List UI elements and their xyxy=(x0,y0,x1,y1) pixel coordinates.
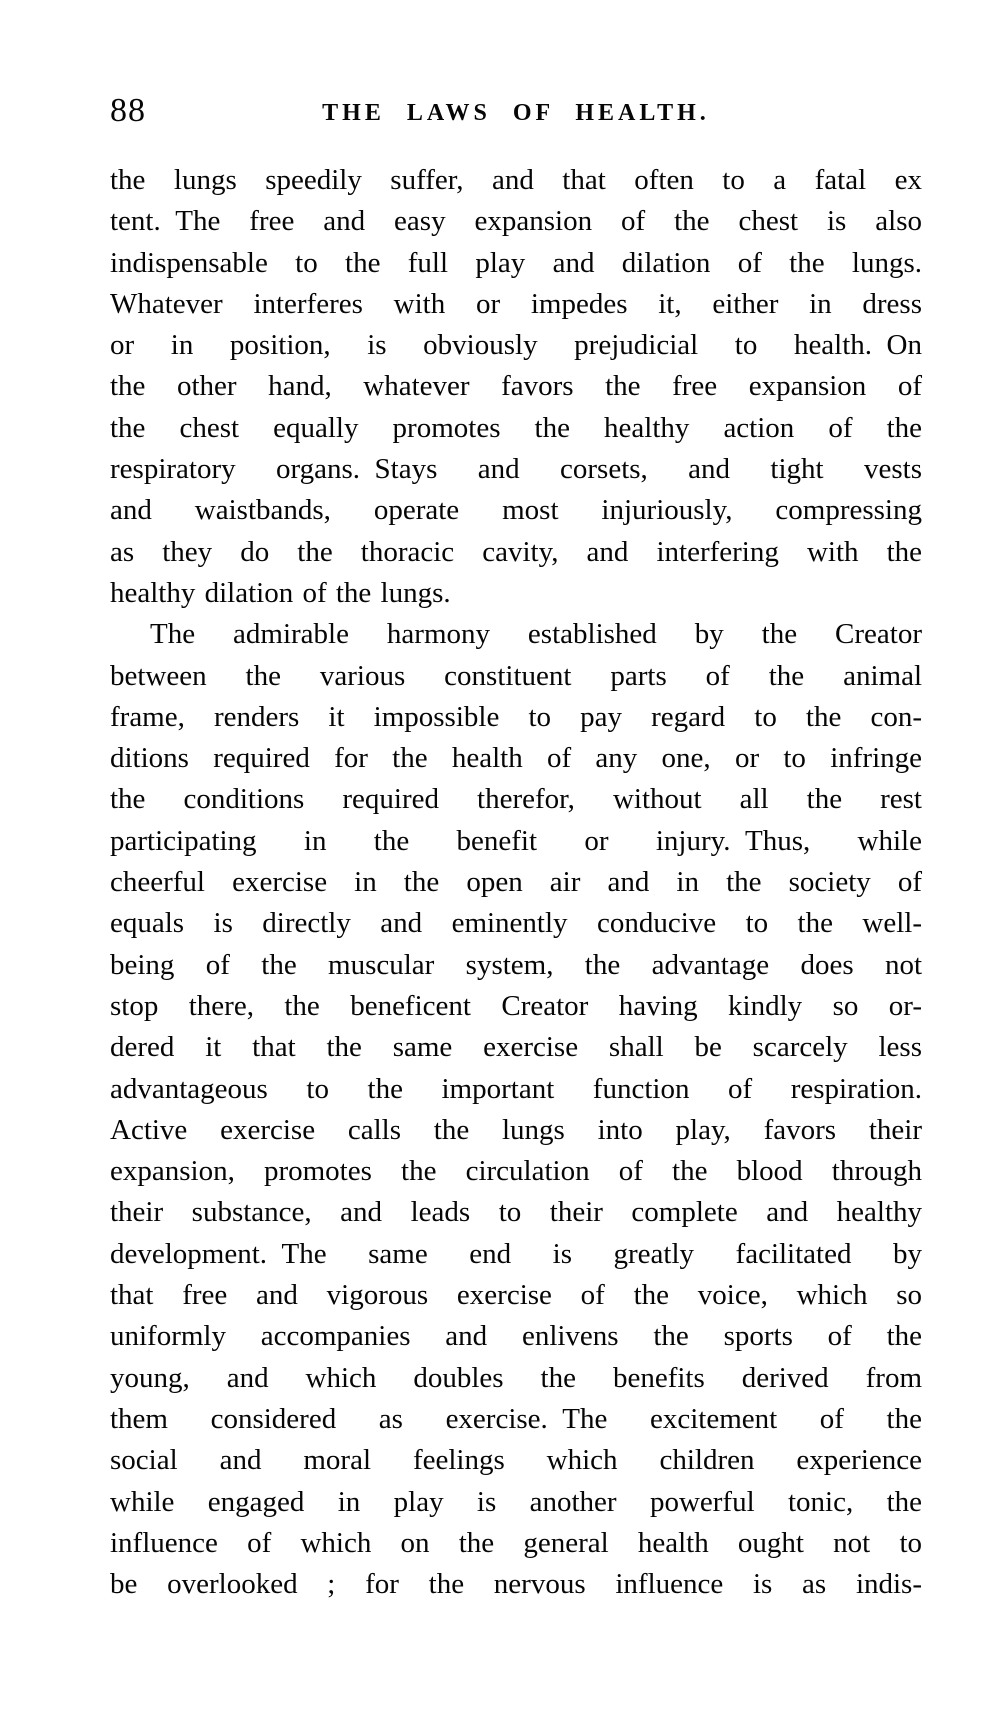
text-line: healthy dilation of the lungs. xyxy=(110,576,451,609)
text-line: Active exercise calls the lungs into play, favors their xyxy=(110,1113,922,1146)
text-line: expansion, promotes the circulation of the blood through xyxy=(110,1155,922,1188)
text-line: influence of which on the general health ought not to xyxy=(110,1526,922,1559)
text-line: that free and vigorous exercise of the voice, which so xyxy=(110,1279,922,1312)
page-header xyxy=(110,92,922,134)
text-line: the conditions required therefor, without all the rest xyxy=(110,783,922,816)
paragraph xyxy=(110,614,922,1605)
text-line: as they do the thoracic cavity, and interfering with the xyxy=(110,535,922,568)
text-line: The admirable harmony established by the Creator xyxy=(150,618,922,651)
text-line: them considered as exercise. The excitement of the xyxy=(110,1402,922,1435)
text-line: frame, renders it impossible to pay regard to the con- xyxy=(110,700,922,733)
text-line: young, and which doubles the benefits derived from xyxy=(110,1361,922,1394)
text-line: between the various constituent parts of the animal xyxy=(110,659,922,692)
text-line: be overlooked ; for the nervous influence is as indis- xyxy=(110,1568,922,1601)
text-line: being of the muscular system, the advantage does not xyxy=(110,948,922,981)
text-line: while engaged in play is another powerful tonic, the xyxy=(110,1485,922,1518)
text-line: the lungs speedily suffer, and that often to a fatal ex xyxy=(110,164,922,196)
text-line: and waistbands, operate most injuriously, compressing xyxy=(110,494,922,527)
text-line: the other hand, whatever favors the free expansion of xyxy=(110,370,922,403)
text-line: tent. The free and easy expansion of the chest is also xyxy=(110,205,922,238)
text-line: ditions required for the health of any one, or to infringe xyxy=(110,742,922,775)
text-line: or in position, is obviously prejudicial to health. On xyxy=(110,329,922,362)
paragraph xyxy=(110,160,922,614)
text-line: the chest equally promotes the healthy action of the xyxy=(110,411,922,444)
text-line: advantageous to the important function of respiration. xyxy=(110,1072,922,1105)
text-line: participating in the benefit or injury. Thus, while xyxy=(110,824,922,857)
text-line: equals is directly and eminently conducive to the well- xyxy=(110,907,922,940)
page-body xyxy=(110,160,922,1605)
text-line: their substance, and leads to their complete and healthy xyxy=(110,1196,922,1229)
text-line: indispensable to the full play and dilation of the lungs. xyxy=(110,246,922,279)
text-line: Whatever interferes with or impedes it, either in dress xyxy=(110,287,922,320)
text-line: social and moral feelings which children experience xyxy=(110,1444,922,1477)
text-line: respiratory organs. Stays and corsets, and tight vests xyxy=(110,453,922,486)
text-line: uniformly accompanies and enlivens the sports of the xyxy=(110,1320,922,1353)
text-line: dered it that the same exercise shall be scarcely less xyxy=(110,1031,922,1064)
running-title: THE LAWS OF HEALTH. xyxy=(322,100,710,126)
text-line: cheerful exercise in the open air and in the society of xyxy=(110,866,922,899)
text-line: stop there, the beneficent Creator having kindly so or- xyxy=(110,989,922,1022)
page-number: 88 xyxy=(110,92,146,129)
text-line: development. The same end is greatly facilitated by xyxy=(110,1237,922,1270)
